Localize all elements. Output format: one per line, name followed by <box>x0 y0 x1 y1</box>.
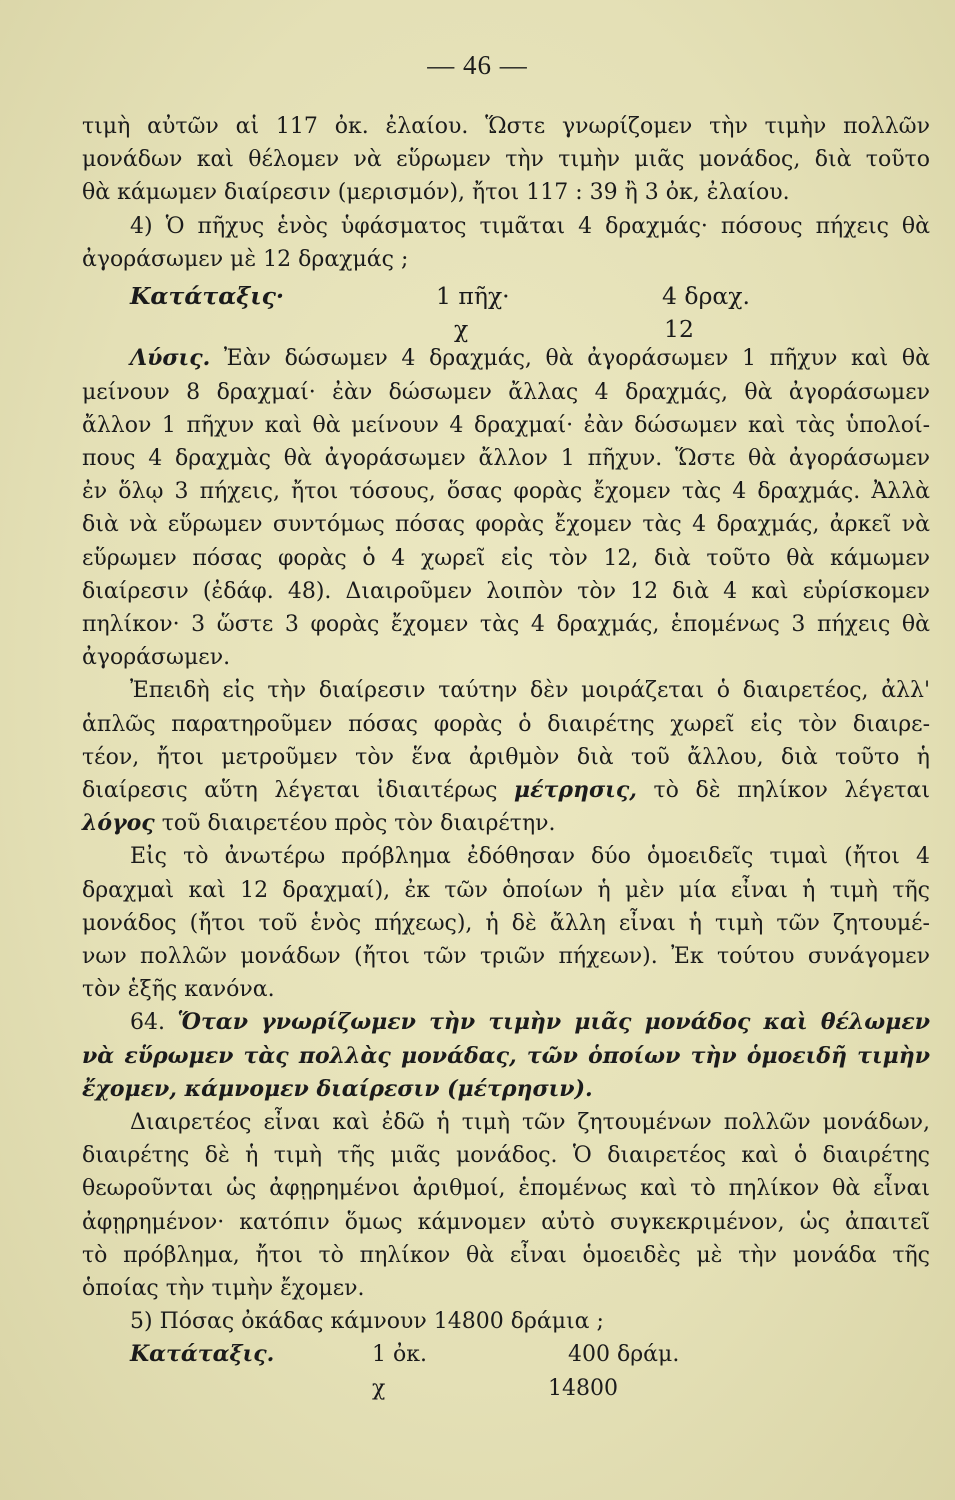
text-line: διαιρέτης δὲ ἡ τιμὴ τῆς μιᾶς μονάδος. Ὁ διαιρετέος καὶ ὁ διαιρέτης <box>82 1143 930 1169</box>
term-measurement: μέτρησις, <box>514 777 637 803</box>
text-line: νων πολλῶν μονάδων (ἤτοι τῶν τριῶν πήχεων). Ἐκ τούτου συνάγομεν <box>82 944 930 969</box>
text-line: πηλίκον· 3 ὥστε 3 φορὰς ἔχομεν τὰς 4 δραχμάς, ἑπομένως 3 πήχεις θὰ <box>82 612 930 637</box>
text-line: τὸ πρόβλημα, ἤτοι τὸ πηλίκον θὰ εἶναι ὁμοειδὲς μὲ τὴν μονάδα τῆς <box>82 1242 930 1268</box>
text-line: τὸν ἑξῆς κανόνα. <box>82 977 275 1003</box>
text-line: ἁπλῶς παρατηροῦμεν πόσας φορὰς ὁ διαιρέτης χωρεῖ εἰς τὸν διαιρε- <box>82 711 930 737</box>
setup-label: Κατάταξις. <box>130 1341 275 1368</box>
text-segment: διαίρεσις αὕτη λέγεται ἰδιαιτέρως <box>82 778 498 803</box>
setup-value: 4 δραχ. <box>662 282 750 310</box>
setup-value: 12 <box>664 315 694 344</box>
text-line: τιμὴ αὐτῶν αἱ 117 ὀκ. ἐλαίου. Ὥστε γνωρίζομεν τὴν τιμὴν πολλῶν <box>82 114 930 139</box>
text-line: ἀγοράσωμεν. <box>82 645 231 671</box>
paragraph-first-line: Εἰς τὸ ἀνωτέρω πρόβλημα ἐδόθησαν δύο ὁμοειδεῖς τιμαὶ (ἤτοι 4 <box>130 844 930 870</box>
text-line: δραχμαὶ καὶ 12 δραχμαί), ἐκ τῶν ὁποίων ἡ μὲν μία εἶναι ἡ τιμὴ τῆς <box>82 877 930 903</box>
setup-unknown: χ <box>372 1375 386 1401</box>
setup-unit: 1 ὀκ. <box>372 1342 427 1368</box>
text-line: ἐν ὅλῳ 3 πήχεις, ἤτοι τόσους, ὅσας φορὰς ἔχομεν τὰς 4 δραχμάς. Ἀλλὰ <box>82 479 930 505</box>
setup-unit: 1 πῆχ· <box>436 282 510 310</box>
text-segment: τὸ δὲ πηλίκον λέγεται <box>653 778 930 803</box>
text-line: μονάδων καὶ θέλομεν νὰ εὕρωμεν τὴν τιμὴν μιᾶς μονάδος, διὰ τοῦτο <box>82 147 930 173</box>
problem-5-line: 5) Πόσας ὀκάδας κάμνουν 14800 δράμια ; <box>130 1309 604 1335</box>
text-line: θεωροῦνται ὡς ἀφῃρημένοι ἀριθμοί, ἑπομένως καὶ τὸ πηλίκον θὰ εἶναι <box>82 1176 930 1202</box>
solution-label: Λύσις. <box>130 345 211 372</box>
problem-4-line: 4) Ὁ πῆχυς ἑνὸς ὑφάσματος τιμᾶται 4 δραχμάς· πόσους πήχεις θὰ <box>130 213 930 239</box>
text-line: διαίρεσιν (ἐδάφ. 48). Διαιροῦμεν λοιπὸν τὸν 12 διὰ 4 καὶ εὑρίσκομεν <box>82 578 930 604</box>
text-line <box>82 774 930 807</box>
text-line: μείνουν 8 δραχμαί· ἐὰν δώσωμεν ἄλλας 4 δραχμάς, θὰ ἀγοράσωμεν <box>82 379 930 405</box>
setup-unknown: χ <box>454 315 469 344</box>
rule-first-line <box>130 1006 930 1039</box>
text-line: θὰ κάμωμεν διαίρεσιν (μερισμόν), ἤτοι 117 : 39 ἢ 3 ὀκ, ἐλαίου. <box>82 180 790 206</box>
rule-line: ἔχομεν, κάμνομεν διαίρεσιν (μέτρησιν). <box>82 1075 593 1102</box>
text-line: ὁποίας τὴν τιμὴν ἔχομεν. <box>82 1276 365 1301</box>
setup-label: Κατάταξις· <box>130 282 285 310</box>
text-line <box>82 807 930 840</box>
text-line: μονάδος (ἤτοι τοῦ ἑνὸς πήχεως), ἡ δὲ ἄλλη εἶναι ἡ τιμὴ τῶν ζητουμέ- <box>82 910 930 936</box>
paragraph-first-line: Διαιρετέος εἶναι καὶ ἐδῶ ἡ τιμὴ τῶν ζητουμένων πολλῶν μονάδων, <box>130 1110 930 1135</box>
text-line: εὕρωμεν πόσας φορὰς ὁ 4 χωρεῖ εἰς τὸν 12, διὰ τοῦτο θὰ κάμωμεν <box>82 545 930 571</box>
text-segment: τοῦ διαιρετέου πρὸς τὸν διαιρέτην. <box>161 811 556 837</box>
text-line: διὰ νὰ εὕρωμεν συντόμως πόσας φορὰς ἔχομεν τὰς 4 δραχμάς, ἀρκεῖ νὰ <box>82 512 930 538</box>
solution-first-line <box>130 342 930 375</box>
term-ratio: λόγος <box>82 810 155 837</box>
text-line: τέον, ἤτοι μετροῦμεν τὸν ἕνα ἀριθμὸν διὰ τοῦ ἄλλου, διὰ τοῦτο ἡ <box>82 744 930 770</box>
paragraph-first-line: Ἐπειδὴ εἰς τὴν διαίρεσιν ταύτην δὲν μοιράζεται ὁ διαιρετέος, ἀλλ' <box>130 678 930 704</box>
rule-number: 64. <box>130 1010 165 1036</box>
text-line: ἀγοράσωμεν μὲ 12 δραχμάς ; <box>82 246 409 272</box>
rule-text: Ὅταν γνωρίζωμεν τὴν τιμὴν μιᾶς μονάδος καὶ θέλωμεν <box>177 1009 930 1036</box>
page-number: — 46 — <box>427 50 528 80</box>
setup-value: 14800 <box>548 1375 618 1401</box>
text-line: ἀφῃρημένον· κατόπιν ὅμως κάμνομεν αὐτὸ συγκεκριμένον, ὡς ἀπαιτεῖ <box>82 1209 930 1235</box>
text-line: πους 4 δραχμὰς θὰ ἀγοράσωμεν ἄλλον 1 πῆχυν. Ὥστε θὰ ἀγοράσωμεν <box>82 446 930 471</box>
text-line: ἄλλον 1 πῆχυν καὶ θὰ μείνουν 4 δραχμαί· ἐὰν δώσωμεν καὶ τὰς ὑπολοί- <box>82 412 930 438</box>
rule-line: νὰ εὕρωμεν τὰς πολλὰς μονάδας, τῶν ὁποίων τὴν ὁμοειδῆ τιμὴν <box>82 1042 930 1069</box>
solution-text: Ἐὰν δώσωμεν 4 δραχμάς, θὰ ἀγοράσωμεν 1 πῆχυν καὶ θὰ <box>223 346 930 372</box>
setup-value: 400 δράμ. <box>568 1342 680 1368</box>
